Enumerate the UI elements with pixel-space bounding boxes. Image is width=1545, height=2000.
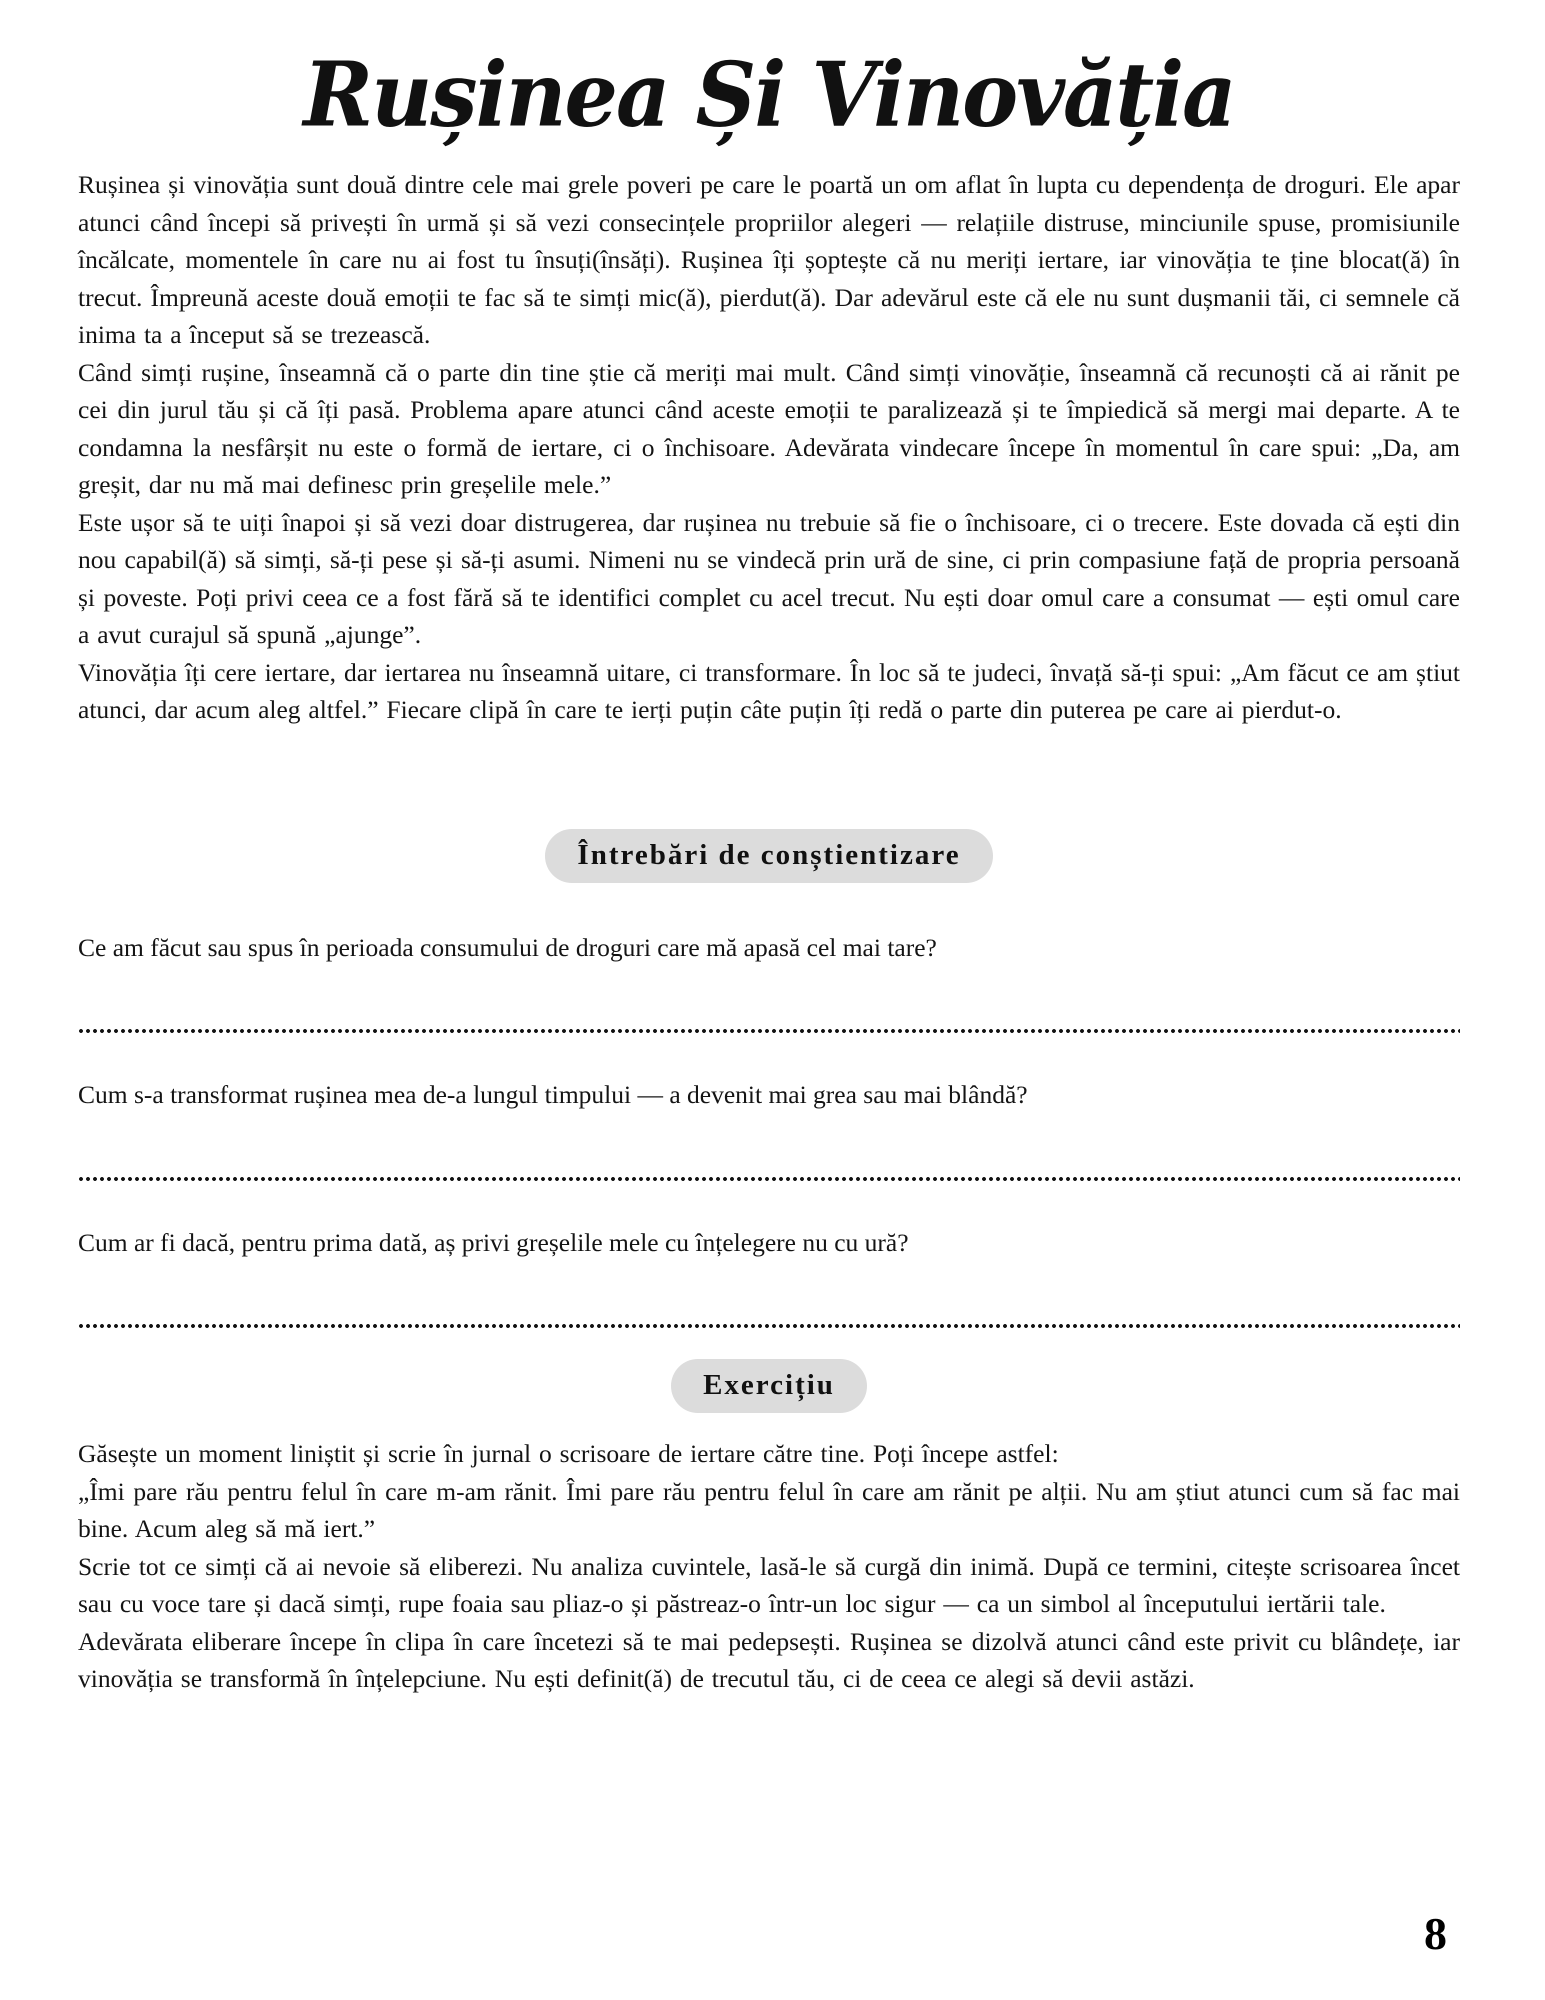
answer-line-1	[78, 1028, 1460, 1034]
exercise-section	[78, 1359, 1460, 1413]
answer-line-2	[78, 1176, 1460, 1182]
question-3: Cum ar fi dacă, pentru prima dată, aș privi greșelile mele cu înțelegere nu cu ură?	[78, 1227, 909, 1257]
intro-section	[78, 166, 1460, 729]
questions-section	[78, 829, 1460, 883]
question-2: Cum s-a transformat rușinea mea de-a lungul timpului — a devenit mai grea sau mai blândă?	[78, 1080, 1028, 1109]
question-1: Ce am făcut sau spus în perioada consumului de droguri care mă apasă cel mai tare?	[78, 932, 937, 962]
intro-paragraph-4: Vinovăția îți cere iertare, dar iertarea nu înseamnă uitare, ci transformare. În loc să te judeci, învață să-ți spui: „Am făcut ce am știut atunci, dar acum aleg altfel.” Fiecare clipă în care te ierți puțin câte puțin îți redă o parte din puterea pe care ai pierdut-o.	[78, 657, 1460, 724]
intro-paragraph-2: Când simți rușine, înseamnă că o parte din tine știe că meriți mai mult. Când simți vinovăție, înseamnă că recunoști că ai rănit pe cei din jurul tău și că îți pasă. Problema apare atunci când aceste emoții te paralizează și te împiedică să mergi mai departe. A te condamna la nesfârșit nu este o formă de iertare, ci o închisoare. Adevărata vindecare începe în momentul în care spui: „Da, am greșit, dar nu mă mai definesc prin greșelile mele.”	[78, 357, 1460, 499]
page-number: 8	[1424, 1908, 1447, 1959]
exercise-paragraph-2: „Îmi pare rău pentru felul în care m-am rănit. Îmi pare rău pentru felul în care am rănit pe alții. Nu am știut atunci cum să fac mai bine. Acum aleg să mă iert.”	[78, 1476, 1460, 1543]
exercise-section-heading: Exercițiu	[671, 1359, 867, 1413]
exercise-paragraph-3: Scrie tot ce simți că ai nevoie să eliberezi. Nu analiza cuvintele, lasă-le să curgă din inimă. După ce termini, citește scrisoarea încet sau cu voce tare și dacă simți, rupe foaia sau pliaz-o și păstreaz-o într-un loc sigur — ca un simbol al începutului iertării tale.	[78, 1551, 1460, 1618]
exercise-text	[78, 1435, 1460, 1698]
exercise-paragraph-1: Găsește un moment liniștit și scrie în jurnal o scrisoare de iertare către tine. Poți începe astfel:	[78, 1439, 1059, 1468]
questions-section-heading: Întrebări de conștientizare	[545, 829, 992, 883]
answer-line-3	[78, 1323, 1460, 1329]
intro-paragraph-1: Rușinea și vinovăția sunt două dintre cele mai grele poveri pe care le poartă un om aflat în lupta cu dependența de droguri. Ele apar atunci când începi să privești în urmă și să vezi consecințele propriilor alegeri — relațiile distruse, minciunile spuse, promisiunile încălcate, momentele în care nu ai fost tu însuți(însăți). Rușinea îți șoptește că nu meriți iertare, iar vinovăția te ține blocat(ă) în trecut. Împreună aceste două emoții te fac să te simți mic(ă), pierdut(ă). Dar adevărul este că ele nu sunt dușmanii tăi, ci semnele că inima ta a început să se trezească.	[78, 170, 1460, 349]
page-title: Rușinea Și Vinovăția	[303, 42, 1235, 147]
intro-paragraph-3: Este ușor să te uiți înapoi și să vezi doar distrugerea, dar rușinea nu trebuie să fie o închisoare, ci o trecere. Este dovada că ești din nou capabil(ă) să simți, să-ți pese și să-ți asumi. Nimeni nu se vindecă prin ură de sine, ci prin compasiune față de propria persoană și poveste. Poți privi ceea ce a fost fără să te identifici complet cu acel trecut. Nu ești doar omul care a consumat — ești omul care a avut curajul să spună „ajunge”.	[78, 507, 1460, 649]
exercise-paragraph-4: Adevărata eliberare începe în clipa în care încetezi să te mai pedepsești. Rușinea se dizolvă atunci când este privit cu blândețe, iar vinovăția se transformă în înțelepciune. Nu ești definit(ă) de trecutul tău, ci de ceea ce alegi să devii astăzi.	[78, 1626, 1460, 1693]
